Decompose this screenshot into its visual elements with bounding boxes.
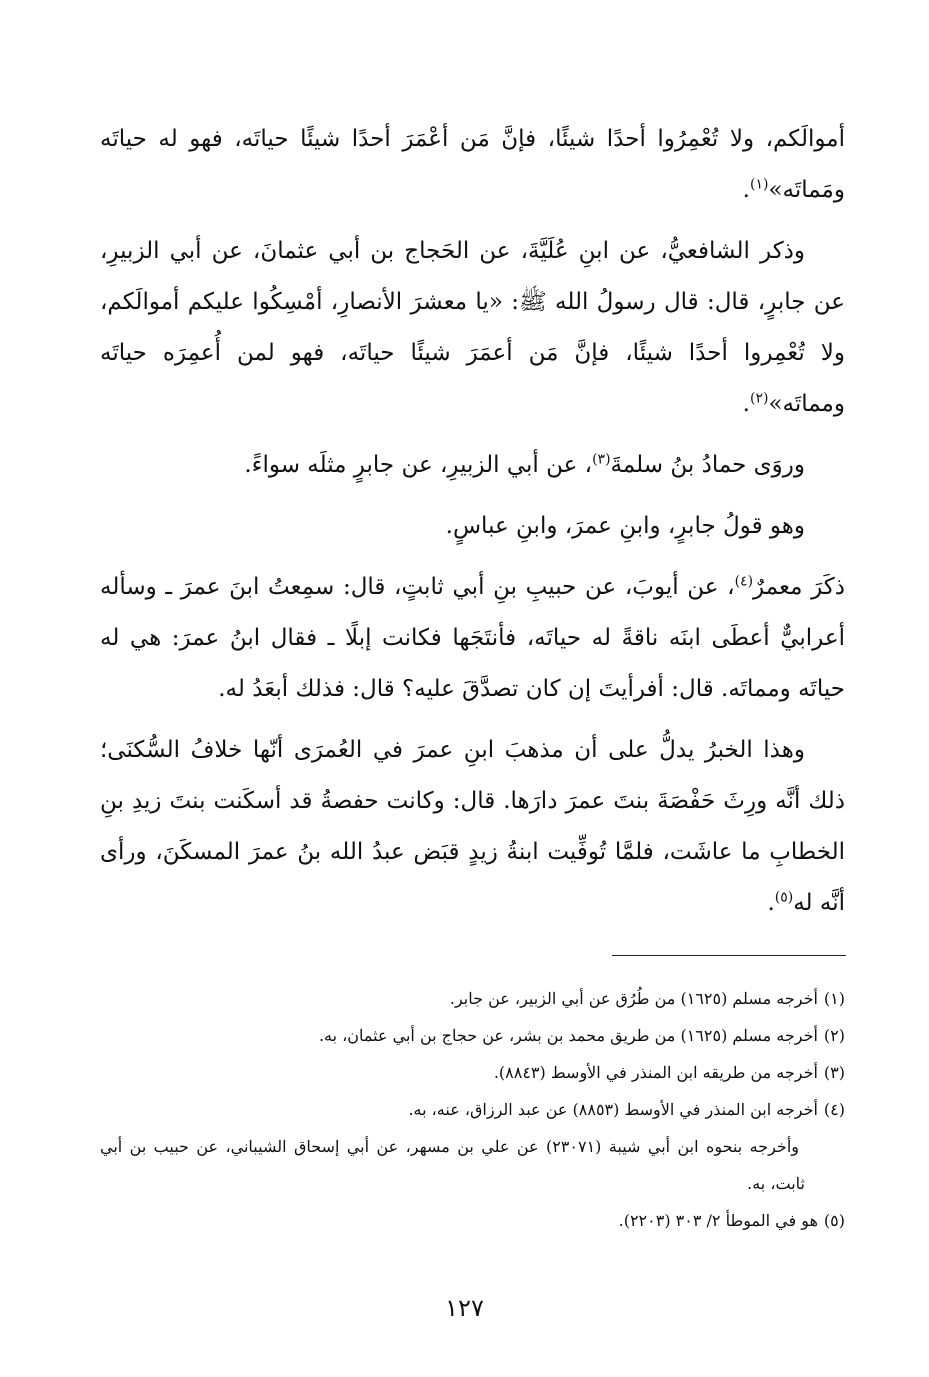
paragraph-tail: . (742, 177, 750, 203)
footnote-text: أخرجه مسلم (١٦٢٥) من طُرُق عن أبي الزبير، عن جابر. (449, 989, 818, 1008)
footnote-number: (٢) (823, 1026, 845, 1045)
paragraph-3 (100, 440, 845, 491)
footnote-3 (100, 1054, 845, 1091)
paragraph-4 (100, 501, 845, 552)
paragraph-text: وروَى حمادُ بنُ سلمةَ (610, 452, 805, 478)
page-number: ١٢٧ (445, 1294, 484, 1322)
footnote-text: أخرجه ابن المنذر في الأوسط (٨٨٥٣) عن عبد الرزاق، عنه، به. (408, 1100, 818, 1119)
paragraph-text: أموالَكم، ولا تُعْمِرُوا أحدًا شيئًا، فإنَّ مَن أعْمَرَ أحدًا شيئًا حياتَه، فهو له حياتَه ومَماتَه» (100, 126, 845, 203)
footnote-ref-4: (٤) (734, 573, 754, 590)
footnote-text: هو في الموطأ ٢/ ٣٠٣ (٢٢٠٣). (618, 1211, 818, 1230)
footnote-text: أخرجه من طريقه ابن المنذر في الأوسط (٨٨٤٣). (493, 1063, 818, 1082)
paragraph-1 (100, 114, 845, 216)
footnotes (100, 980, 845, 1239)
footnote-4-continued (100, 1128, 845, 1202)
footnote-number: (٥) (823, 1211, 845, 1230)
paragraph-text: وهذا الخبرُ يدلُّ على أن مذهبَ ابنِ عمرَ في العُمرَى أنّها خلافُ السُّكنَى؛ ذلك أنَّه ورِثَ حَفْصَةَ بنتَ عمرَ دارَها. قال: وكانت حفصةُ قد أسكَنت بنتَ زيدِ بنِ الخطابِ ما عاشَت، فلمَّا تُوفِّيت ابنةُ زيدٍ قبَض عبدُ الله بنُ عمرَ المسكَنَ، ورأى أنَّه له (100, 737, 845, 916)
paragraph-tail: ، عن أبي الزبيرِ، عن جابرٍ مثلَه سواءً. (244, 452, 593, 478)
footnote-2 (100, 1017, 845, 1054)
paragraph-2 (100, 226, 845, 430)
footnote-text: أخرجه مسلم (١٦٢٥) من طريق محمد بن بشر، عن حجاج بن أبي عثمان، به. (318, 1026, 818, 1045)
main-text (100, 114, 845, 939)
footnote-number: (٣) (823, 1063, 845, 1082)
paragraph-text: وهو قولُ جابرٍ، وابنِ عمرَ، وابنِ عباسٍ. (445, 513, 805, 539)
footnote-4 (100, 1091, 845, 1128)
footnote-ref-5: (٥) (774, 889, 794, 906)
paragraph-text: ذكَرَ معمرٌ (753, 574, 845, 600)
paragraph-tail: ، عن أيوبَ، عن حبيبِ بنِ أبي ثابتٍ، قال: سمِعتُ ابنَ عمرَ ـ وسأله أعرابيٌّ أعطَى ابنَه ناقةً له حياتَه، فأنتَجَها فكانت إبلًا ـ فقال ابنُ عمرَ: هي له حياتَه ومماتَه. قال: أفرأيتَ إن كان تصدَّقَ عليه؟ قال: فذلك أبعَدُ له. (100, 574, 845, 702)
paragraph-text: وذكر الشافعيُّ، عن ابنِ عُلَيَّةَ، عن الحَجاج بن أبي عثمانَ، عن أبي الزبيرِ، عن جابرٍ، قال: قال رسولُ الله ﷺ: «يا معشرَ الأنصارِ، أمْسِكُوا عليكم أموالَكم، ولا تُعْمِروا أحدًا شيئًا، فإنَّ مَن أعمَرَ شيئًا حياتَه، فهو لمن أُعمِرَه حياتَه ومماتَه» (100, 238, 845, 417)
footnote-text: وأخرجه بنحوه ابن أبي شيبة (٢٣٠٧١) عن علي بن مسهر، عن أبي إسحاق الشيباني، عن حبيب بن أبي ثابت، به. (100, 1137, 805, 1193)
footnote-ref-3: (٣) (592, 451, 611, 468)
paragraph-tail: . (767, 890, 775, 916)
footnote-ref-2: (٢) (749, 390, 769, 407)
footnote-number: (٤) (823, 1100, 845, 1119)
paragraph-tail: . (742, 391, 750, 417)
paragraph-6 (100, 725, 845, 929)
footnote-ref-1: (١) (749, 176, 769, 193)
footnote-number: (١) (823, 989, 845, 1008)
paragraph-5 (100, 562, 845, 715)
footnote-1 (100, 980, 845, 1017)
footnote-5 (100, 1202, 845, 1239)
footnote-divider (612, 955, 846, 956)
